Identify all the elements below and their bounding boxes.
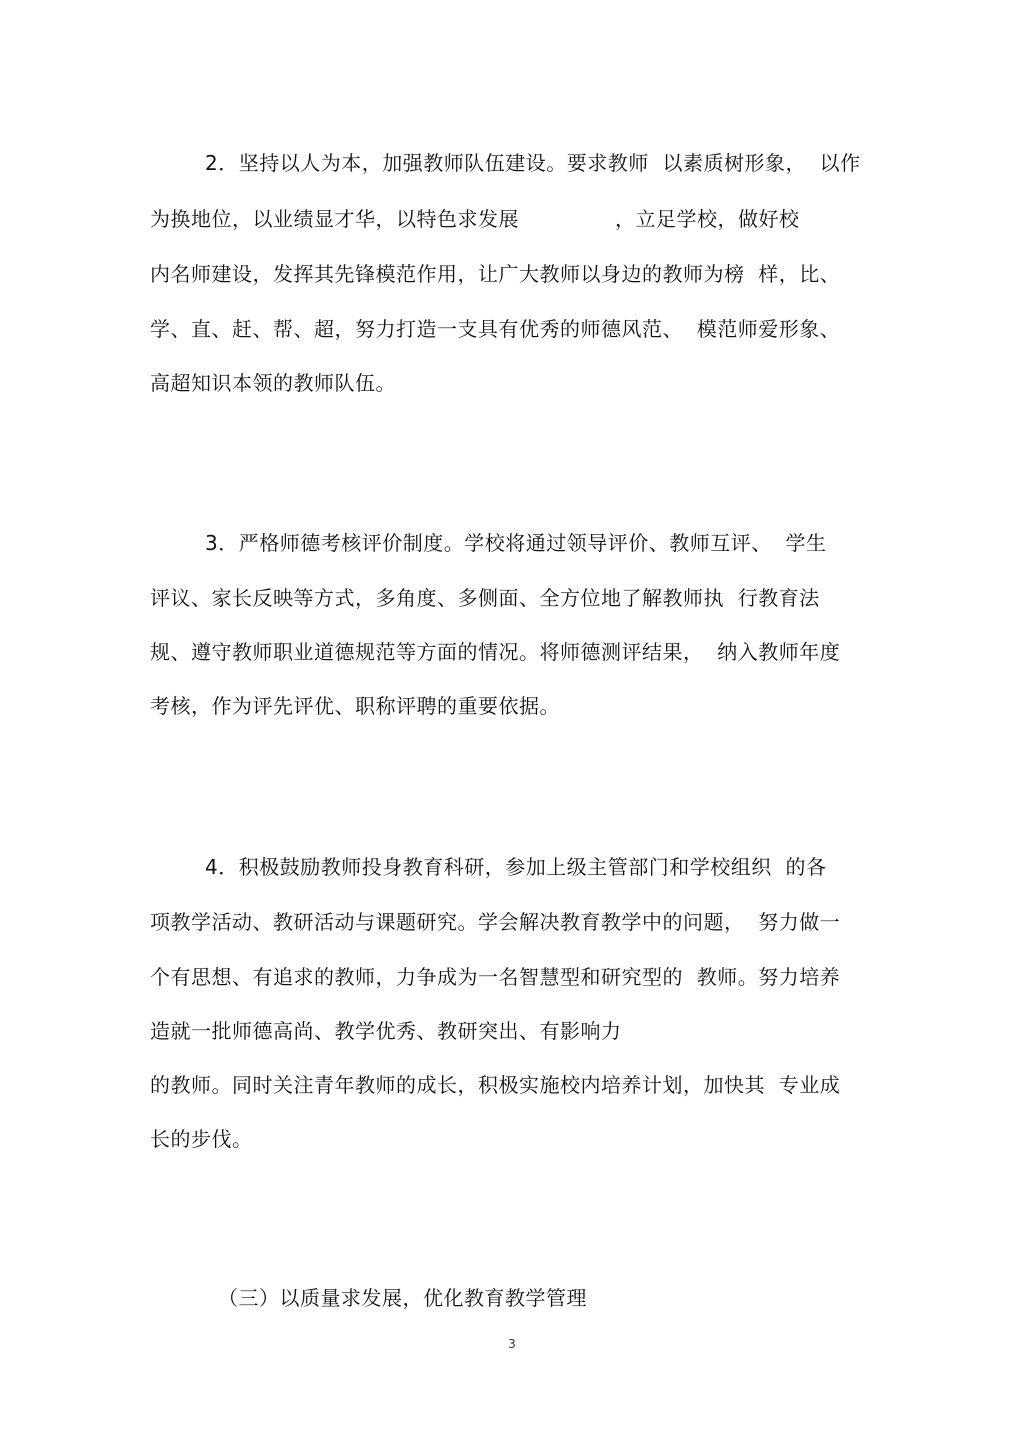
paragraph-4-line-5: 的教师。同时关注青年教师的成长，积极实施校内培养计划，加快其 专业成 [150, 1073, 841, 1097]
paragraph-2-line-2: 为换地位，以业绩显才华，以特色求发展 ，立足学校，做好校 [150, 207, 800, 231]
page-number: 3 [508, 1337, 516, 1351]
paragraph-3-line-1: 3．严格师德考核评价制度。学校将通过领导评价、教师互评、 学生 [205, 531, 827, 555]
paragraph-4-line-6: 长的步伐。 [150, 1127, 253, 1151]
paragraph-2-line-4: 学、直、赶、帮、超，努力打造一支具有优秀的师德风范、 模范师爱形象、 [150, 317, 841, 341]
paragraph-3-line-4: 考核，作为评先评优、职称评聘的重要依据。 [150, 694, 560, 718]
paragraph-3-line-2: 评议、家长反映等方式，多角度、多侧面、全方位地了解教师执 行教育法 [150, 586, 820, 610]
paragraph-4-line-3: 个有思想、有追求的教师，力争成为一名智慧型和研究型的 教师。努力培养 [150, 965, 841, 989]
paragraph-2-line-3: 内名师建设，发挥其先锋模范作用，让广大教师以身边的教师为榜 样，比、 [150, 262, 841, 286]
paragraph-2-line-5: 高超知识本领的教师队伍。 [150, 371, 396, 395]
paragraph-4-line-1: 4．积极鼓励教师投身教育科研，参加上级主管部门和学校组织 的各 [205, 855, 827, 879]
paragraph-4-line-4: 造就一批师德高尚、教学优秀、教研突出、有影响力 [150, 1019, 622, 1043]
paragraph-3-line-3: 规、遵守教师职业道德规范等方面的情况。将师德测评结果， 纳入教师年度 [150, 640, 841, 664]
section-heading: （三）以质量求发展，优化教育教学管理 [218, 1286, 587, 1310]
paragraph-4-line-2: 项教学活动、教研活动与课题研究。学会解决教育教学中的问题， 努力做一 [150, 910, 841, 934]
paragraph-2-line-1: 2．坚持以人为本，加强教师队伍建设。要求教师 以素质树形象， 以作 [205, 151, 861, 175]
